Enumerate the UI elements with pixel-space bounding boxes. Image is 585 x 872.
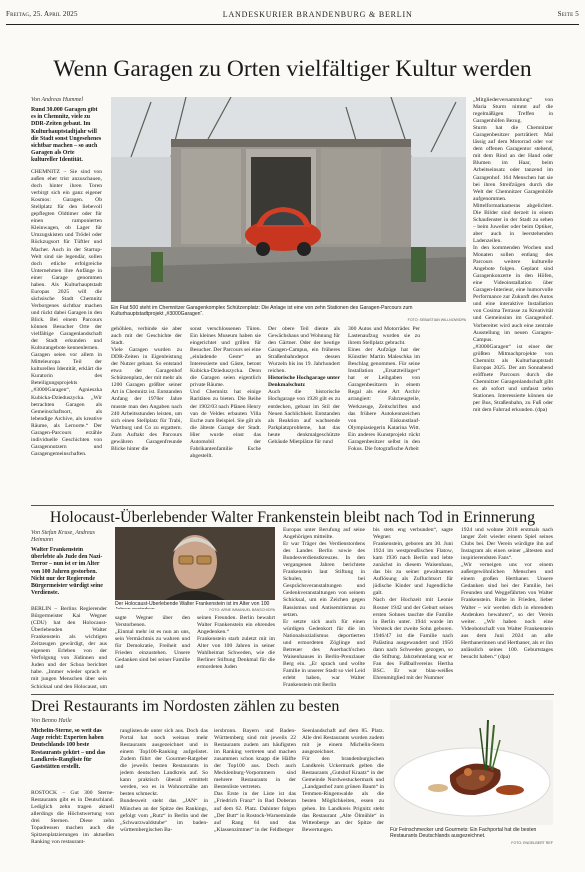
caption-frankenstein: Der Holocaust-Überlebende Walter Frankenstein ist im Alter von 100 [115,601,270,607]
caption-garage: Ein Fiat 500 steht im Chemnitzer Garagenkomplex Schützenplatz: Die Anlage ist eine von zehn Stationen des Garagen-Parcours zum Kulturhauptstadtprojekt „#3000Garagen“. [111,305,413,318]
portrait-illustration [115,527,275,600]
photo-frankenstein [115,527,275,600]
photo-garage-fiat [111,97,466,302]
article1-col3: sonst verschlossenen Türen. Ein kleines Museum haben sie eingerichtet und grillen für Besucher. Der Parcours sei eine „einladende Geste“ an Interessierte und Gäste, betont Kubicka-Dzieduszycka. Denn die Garagen seien eigentlich private Räume. Und Chemnitz hat einige Raritäten zu bieten. Die Reihe der 1902/03 nach Plänen Henry van de Veldes erbauten Villa Esche zum Beispiel. Sie gilt als die älteste Garage der Stadt. Hier wurde einst das Automobil der Fabrikantenfamilie Esche abgestellt. [190,326,261,459]
article3-col2: ranglisten.de unter sich aus. Doch das Portal hat noch weitaus mehr Restaurants ausgezeichnet und in einem Top100-Ranking aufgelistet. Zudem führt der Gourmet-Ratgeber die jeweils besten Restaurants in jedem deutschen Landkreis auf. So kann praktisch überall ermittelt werden, wo es in Wohnortnähe am besten schmeckt. Bundesweit steht das „JAN“ in München an der Spitze des Rankings, gefolgt vom „Rutz“ in Berlin und der „Schwarzwaldstube“ im baden-württembergischen Ba- [120,728,208,833]
article2-col5: bis stets eng verbunden“, sagte Wegner. Frankenstein, geboren am 30. Juni 1924 im westpreußischen Flatow, kam 1936 nach Berlin und lebte zunächst in diesem Waisenhaus, das bis zu seiner gewaltsamen Auflösung als Zufluchtsort für jüdische Kinder und Jugendliche galt. Nach der Hochzeit mit Leonie Rosner 1942 und der Geburt seines ersten Sohnes tauchte die Familie in Berlin unter. 1944 wurde im Versteck der zweite Sohn geboren. 1946/47 ist die Familie nach Palästina ausgewandert und 1956 dann nach Schweden gezogen, so die Stiftung. Jahrzehntelang war er Fan des Fußballvereins Hertha BSC. Er war blau-weißes Ehrenmitglied mit der Nummer [373,527,453,681]
article2-col6: 1924 und wohnte 2018 erstmals nach langer Zeit wieder einem Spiel seines Clubs bei. Der Verein würdigte ihn auf Instagram als einen seiner „ältesten und inspirierendsten Fans“. „Wir verneigen uns vor einem außergewöhnlichen Menschen und einem großen Herthaner. Unsere Gedanken sind bei der Familie, bei Freunden und Weggefährten von Walter Frankenstein. Ruhe in Frieden, lieber Walter – wir werden dich in ehrendem Andenken bewahren“, so der Verein weiter. „Wir haben noch eine Videobotschaft von Walter Frankenstein aus dem Juni 2024 an alle Herthanerinnen und Herthaner, als er ihn anlässlich seines 100. Geburtstages besucht haben.“ (dpa) [461,527,553,660]
divider-2 [31,694,554,695]
byline-article1: Von Andreas Hummel [31,97,83,103]
headline-restaurants: Drei Restaurants im Nordosten zählen zu besten [31,698,340,715]
article1-col4-wrap [268,326,340,501]
lead-article2: Walter Frankenstein überlebte als Jude den Nazi-Terror – nun ist er im Alter von 100 Jahren gestorben. Nicht nur der Regierende Bürgermeister würdigt seine Verdienste. [31,547,103,597]
article3-col1: ROSTOCK – Gut 300 Sterne-Restaurants gibt es in Deutschland. Lediglich zehn tragen aktuell allerdings die Höchstwertung von drei Sternen. Diese zehn Topadressen machen auch die Spitzenplatzierungen im aktuellen Ranking von restaurant- [31,790,114,846]
article1-col2: gehöhlen, verbinde sie aber auch mit der Geschichte der Stadt. Viele Garagen wurden zu DDR-Zeiten in Eigenleistung der Nutzer gebaut. So entstand etwa der Garagenhof Schützenplatz, der mit mehr als 1200 Garagen größter seiner Art in Chemnitz ist. Entstanden Anfang der 1970er Jahre musste man den Angaben nach 240 Arbeitsstunden leisten, um sich einen Stellplatz für Trabi, Wartburg und Co zu ergattern. Zum Auftakt des Parcours gewähren Garagenfreunde Blicke hinter die [111,326,182,452]
caption-dish: Für Feinschmecker und Gourmets: Ein Fachportal hat die besten Restaurants Deutschlands ausgezeichnet. [390,827,537,840]
issue-date: Freitag, 25. April 2025 [6,10,78,18]
garage-photo-illustration [111,97,466,302]
photo-dish [390,700,553,825]
header-rule [6,24,579,25]
article2-col2: sagte Wegner über den Verstorbenen. „Einmal mehr ist es nun an uns, sein Vermächtnis zu wahren und für Demokratie, Freiheit und Frieden einzustehen. Unsere Gedanken sind bei seiner Familie und [115,615,190,671]
lead-article3: Michelin-Sterne, so weit das Auge reicht: Experten haben Deutschlands 100 beste Restaurants gekürt – und das Landkreis-Ranglistе für Gaststätten erstellt. [31,728,106,771]
article3-col4: Seenlandschaft auf dem 85. Platz. Alle drei Restaurants wurden zudem mit je einem Michelin-Stern ausgezeichnet. Für den brandenburgischen Landkreis Uckermark gelten die Restaurants „Gutshof Kraatz“ in der Gemeinde Nordwestuckermark und „Landgasthof zum grünen Baum“ in Temmen-Ringenwalde als die besten Möglichkeiten, essen zu gehen. Im Landkreis Prignitz steht das Restaurant „Alte Ölmühle“ in Wittenberge an der Spitze der Bewertungen. [302,728,384,833]
byline-article3: Von Benno Haile [31,718,72,724]
article1-col4b: Auch die historische Hochgarage von 1928 gilt es zu entdecken, gebaut im Stil der Neuen Sachlichkeit. Entstanden als Reaktion auf wachsende Parkplatzprobleme, hat das heute denkmalgeschützte Gebäude Mietplätze für rund [268,389,340,445]
headline-frankenstein: Holocaust-Überlebender Walter Frankenstein bleibt nach Tod in Erinnerung [49,509,536,526]
article1-col1: CHEMNITZ – Sie sind von außen eher trist anzuschauen, doch hinter ihren Toren verbirgt sich ein ganz eigener Kosmos: Garagen. Ob Stellplatz für den liebevoll gepflegten Oldtimer oder für einen ramponierten Kleinwagen, ob Lager für Umzugskisten und Trödel oder Rückzugsort für Tüftler und Macher. Auch in der Startup-Welt sind sie legendär, sollen doch etliche erfolgreiche Unternehmen ihre Anfänge in einer Garage genommen haben. Als Kulturhauptstadt Europas 2025 will die sächsische Stadt Chemnitz Verborgenes sichtbar machen und rückt dabei Garagen in den Blick. Bei einem Parcours können Besucher Orte der vielfältige Garagenlandschaft der Stadt erkunden und Kulturangebote kennenlernen. Garagen seien vor allem in Mitteleuropa Teil der kulturellen Identität, erklärt die Kuratorin des Beteiligungsprojekts „#3000Garagen“, Agnieszka Kubicka-Dzieduszycka. „Wir betrachten Garagen als Gemeinschaftsort, als lebendige Archive, als kreative Räume, als Lernorte.“ Der Garagen-Parcours erzähle individuelle Geschichten von Garagennutzern und Garagengemeinschaften. [31,169,102,457]
credit-dish: FOTO: ENGELBERT REF [511,841,553,845]
article2-col1: BERLIN – Berlins Regierender Bürgermeister Kai Wegner (CDU) hat den Holocaust-Überlebenden Walter Frankenstein als wichtigen Zeitzeugen gewürdigt, der aus eigenem Erleben von der Verfolgung von Jüdinnen und Juden und der Schoa berichtet habe. „Immer wieder sprach er mit jungen Menschen über sein Schicksal und den Holocaust, um [31,606,107,689]
article1-col4: Der obere Teil diente als Gewächshaus und Wohnung für den Gärtner. Oder der heutige Garagen-Campus, ein früheres Straßenbahndepot dessen Wurzeln bis ins 19. Jahrhundert reichen. [268,326,340,375]
page-number: Seite 5 [557,10,579,18]
newspaper-title: LANDESKURIER BRANDENBURG & BERLIN [222,9,413,19]
dish-illustration [390,700,553,825]
credit-garage: FOTO: SEBASTIAN WILLNOW/DPA [407,318,466,322]
article2-col4: Europas unter Berufung auf seine Angehörigen mitteilte. Er war Träger des Verdienstordens des Landes Berlin sowie des Bundesverdienstkreuzes. In den vergangenen Jahren berichtete Frankenstein laut Stiftung in Schulen, bei Gesprächsveranstaltungen und Gedenkveranstaltungen von seinem Schicksal, um ein Zeichen gegen Rassismus und Antisemitismus zu setzen. Er setzte sich auch für einen würdigen Gedenkort für die im Nationalsozialismus deportierten und ermordeten Zöglinge und Betreuer des Auerbach'schen Waisenhauses in Berlin-Prenzlauer Berg ein. „Er sprach und wollte Familie in unserer Stadt so viel Leid erlebt haben, war Walter Frankenstein mit Berlin [283,527,365,689]
article1-col6: „Mitgliederversammlung“ von Maria Sturm nimmt auf die regelmäßigen Treffen in Garagenhöfen Bezug. Sturm hat die Chemnitzer Garagenbesitzer porträtiert: Mal lässig auf dem Motorrad oder vor dem offenen Garagentor stehend, mit dem Rind an der Hand oder Blumen im Haar, beim Arbeitseinsatz oder tanzend im Garagenhof. 164 Menschen hat sie bei ihren Streifzügen durch die Welt der Chemnitzer Garagenhöfe aufgenommen. Mittelformatkameras abgelichtet. Die Bilder sind derzeit in einem Schaufenster in der Stadt zu sehen – beim Juwelier oder beim Optiker, aber auch in leerstehenden Ladenzeilen. In den kommenden Wochen und Monaten sollen entlang des Parcours weitere kulturelle Angebote folgen. Geplant sind Garagenkonzerte in den Höfen, eine Videoinstallation über Garagen-Interieur, eine humorvolle Performance zur Zukunft des Autos und eine interaktive Installation von Cosima Terrasse zu Kreativität und Gemeinsinn im Garagenhof. Vorbereitet wird auch eine zentrale Ausstellung im neuen Garagen-Campus. „#3000Garagen“ ist einer der größten Mitmachprojekte von Chemnitz als Kulturhauptstadt Europas 2025. Der am Sonnabend eröffnete Parcours durch die Chemnitzer Garagenlandschaft gibt es ab sofort und umfasst zehn Stationen. Interessierte können sie per Bus, Straßenbahn, zu Fuß oder mit dem Fahrrad erkunden. (dpa) [473,97,553,414]
byline-article2: Von Stefan Kruse, Andreas Heimann [31,530,95,543]
article1-col5: 300 Autos und Motorräder. Per Lastenaufzug wurden sie zu ihrem Stellplatz gebracht. Eines der Aufzüge hat der Künstler Martin Maleschka im Beschlag genommen. Für seine Installation „Ersatzteillager“ hat er Leihgaben von Garagenbesitzern in einem Regal als eine Art Archiv arrangiert: Fahrzeugteile, Werkzeuge, Zeitschriften und das frühere Autokennzeichen von Eiskunstlauf-Olympiasiegerin Katarina Witt. Ein anderes Kunstprojekt rückt Garagenbesitzer selbst in den Fokus. Die fotografische Arbeit [348,326,420,452]
subheading-hochgarage: Historische Hochgarage unter Denkmalschutz [268,375,340,389]
headline-garages: Wenn Garagen zu Orten vielfältiger Kultur werden [53,56,532,82]
lead-article1: Rund 30.000 Garagen gibt es in Chemnitz, viele zu DDR-Zeiten gebaut. Im Kulturhauptstadtjahr will die Stadt sonst Ungesehenes sichtbar machen – so auch Garagen als Orte kultureller Identität. [31,107,102,164]
credit-frankenstein: FOTO: ARNE IMMANUEL BÄNSCH/DPA [209,608,275,612]
divider-1 [31,505,554,506]
page-header [6,6,579,22]
article2-col3: seinen Freunden. Berlin bewahrt Walter Frankenstein ein ehrendes Angedenken.“ Frankenstein starb zuletzt mit im Alter von 100 Jahren in seiner Wahlheimat Schweden, wie die Berliner Stiftung Denkmal für die ermordeten Juden [197,615,275,671]
article3-col3: iersbronn. Bayern und Baden-Württemberg sind mit jeweils 22 Restaurants zudem am häufigsten im Ranking vertreten und machen zusammen schon knapp die Hälfte der Top100 aus. Doch auch Mecklenburg-Vorpommern sind mehrere Restaurants in der Bestenliste vertreten. Das Erste in der Liste ist das „Friedrich Franz“ in Bad Doberan auf dem 62. Platz. Dahinter folgen „Der Butt“ in Rostock-Warnemünde auf Rang 64 und das „Klassenzimmer“ in der Feldberger [214,728,296,833]
